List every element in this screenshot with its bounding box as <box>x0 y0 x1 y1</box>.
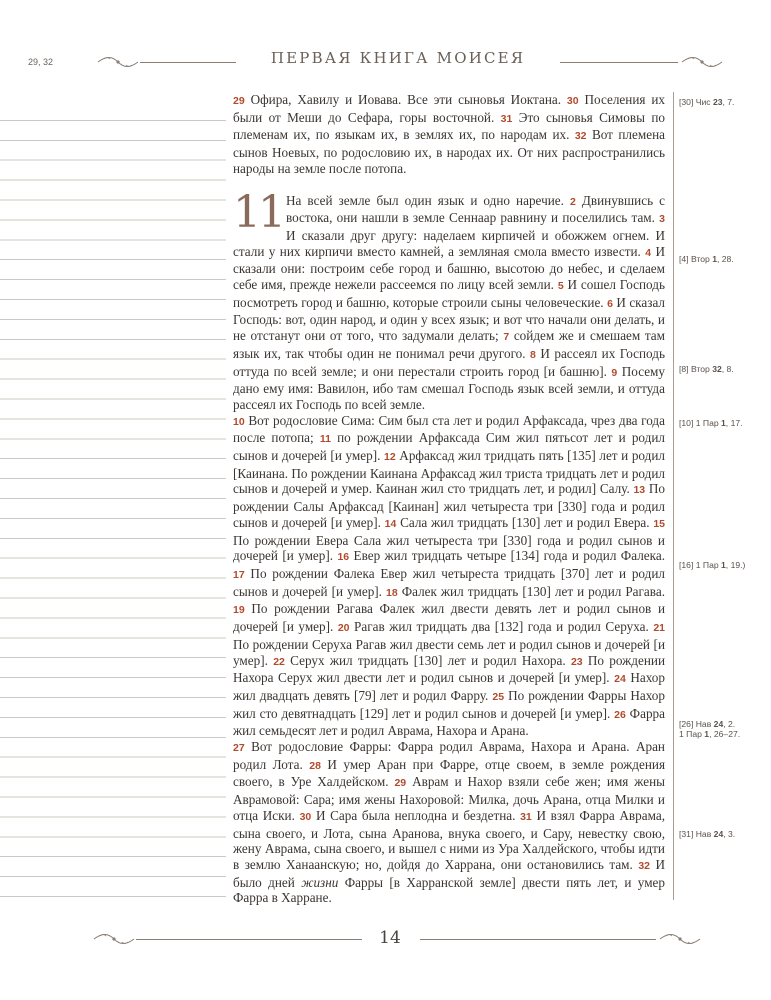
verse-number: 17 <box>233 568 245 581</box>
verse-text: По рождении Фалека Евер жил четыреста тридцать [370] лет и родил сынов и дочерей [и умер]. <box>233 565 665 599</box>
notes-lines <box>0 101 226 900</box>
cross-ref-text: , 19.) <box>725 560 746 570</box>
paragraph-gap <box>233 177 665 193</box>
verse-text: Офира, Хавилу и Иовава. Все эти сыновья Иоктана. <box>244 92 567 107</box>
verse-number: 26 <box>614 708 626 721</box>
cross-ref <box>679 560 769 570</box>
cross-ref-chapter: 23 <box>712 97 723 107</box>
verse-text-italic: жизни <box>301 874 339 890</box>
verse-text: Поселения их были от Меши до Сефара, горы восточной. <box>233 92 665 125</box>
scripture-text <box>233 92 665 906</box>
verse-text: По рождении Нахора Серух жил двести лет и родил сынов и дочерей [и умер]. <box>233 652 665 686</box>
verse-number: 10 <box>233 415 245 428</box>
flourish-ornament-icon <box>680 55 724 69</box>
verse-text: Вот родословие Фарры: Фарра родил Аврама, Нахора и Арана. Аран родил Лота. <box>233 739 665 772</box>
paragraph-chapter-11 <box>233 186 666 413</box>
cross-ref-chapter: 1 <box>721 560 726 570</box>
verse-text: Посему дано ему имя: Вавилон, ибо там смешал Господь язык всей земли, и оттуда рассеял их Господь по всей земле. <box>233 363 666 412</box>
verse-number: 30 <box>566 95 579 107</box>
verse-number: 27 <box>233 742 245 755</box>
cross-ref-chapter: 32 <box>712 364 722 374</box>
cross-ref-line <box>679 719 769 729</box>
verse-text: По рождении Евера Сала жил четыреста три [330] года и родил сынов и дочерей [и умер]. <box>233 532 665 564</box>
verse-number: 21 <box>653 622 665 635</box>
cross-ref-line <box>679 729 769 739</box>
cross-ref-text: , 17. <box>725 418 743 428</box>
paragraph-genealogy-shem <box>233 413 665 739</box>
chapter-number: 11 <box>233 186 283 238</box>
verse-text: Евер жил тридцать четыре [134] года и родил Фалека. <box>349 548 665 564</box>
verse-number: 32 <box>574 130 587 143</box>
verse-text: По рождении Серуха Рагав жил двести семь лет и родил сынов и дочерей [и умер]. <box>233 636 665 668</box>
footer-rule-left <box>136 939 362 940</box>
verse-text: И сказали друг другу: наделаем кирпичей и обожжем огнем. И стали у них кирпичи вместо камней, а земляная смола вместо извести. <box>233 227 665 259</box>
verse-text: И сказал Господь: вот, один народ, и один у всех язык; и вот что начали они делать, и не отстанут они от того, что задумали делать; <box>233 294 665 344</box>
verse-number: 5 <box>557 280 564 293</box>
verse-number: 8 <box>530 348 536 361</box>
paragraph-genesis-10-end <box>233 92 665 177</box>
header-rule-right <box>560 62 678 63</box>
verse-number: 11 <box>319 433 331 446</box>
cross-ref-chapter: 1 <box>704 729 710 739</box>
flourish-ornament-icon <box>92 932 136 946</box>
flourish-ornament-icon <box>96 55 140 69</box>
book-title: ПЕРВАЯ КНИГА МОИСЕЯ <box>270 49 526 67</box>
verse-text: По рождении Салы Арфаксад [Каинан] жил четыреста три [330] года и родил сынов и дочерей [и умер]. <box>233 481 665 530</box>
verse-number: 30 <box>299 810 312 823</box>
verse-number: 3 <box>659 213 665 226</box>
verse-text: Арфаксад жил тридцать пять [135] лет и родил [Каинана. По рождении Каинана Арфаксад жил триста тридцать лет и родил сынов и дочерей и умер. Каинан жил сто тридцать лет, и родил] Салу. <box>233 448 665 497</box>
verse-text: Вот племена сынов Ноевых, по родословию их, в народах их. От них распространились народы на земле после потопа. <box>233 127 665 176</box>
verse-text: И взял Фарра Аврама, сына своего, и Лота, сына Аранова, внука своего, и Сару, невестку свою, жену Аврама, сына своего, и вышел с ними из Ура Халдейского, чтобы идти в землю Ханаанскую; но, дойдя до Харрана, они остановились там. <box>233 807 665 872</box>
verse-text: По рождении Рагава Фалек жил двести девять лет и родил сынов и дочерей [и умер]. <box>233 601 665 635</box>
cross-ref-chapter: 1 <box>712 254 717 264</box>
verse-text: Сала жил тридцать [130] лет и родил Евера. <box>396 514 654 530</box>
cross-ref-text: , 3. <box>723 829 736 839</box>
cross-ref-text: [10] 1 Пар <box>679 418 722 428</box>
cross-ref <box>679 97 769 107</box>
verse-text: И сошел Господь посмотреть город и башню, которые строили сыны человеческие. <box>233 277 665 310</box>
verse-number: 9 <box>611 366 618 379</box>
cross-ref <box>679 719 769 739</box>
verse-text: Это сыновья Симовы по племенам их, по языкам их, в землях их, по народам их. <box>233 109 666 143</box>
verse-text: И рассеял их Господь оттуда по всей земле; и они перестали строить город [и башню]. <box>233 345 665 379</box>
verse-text: И сказали они: построим себе город и башню, высотою до небес, и сделаем себе имя, прежде нежели рассеемся по лицу всей земли. <box>233 243 665 293</box>
footer-rule-right <box>420 939 656 940</box>
cross-ref-chapter: 24 <box>713 829 724 839</box>
cross-ref <box>679 829 769 839</box>
verse-text: И было дней <box>233 856 665 890</box>
verse-number: 2 <box>569 195 576 208</box>
verse-number: 22 <box>273 655 285 668</box>
flourish-ornament-icon <box>658 932 702 946</box>
verse-number: 32 <box>638 859 650 872</box>
verse-number: 23 <box>570 655 583 668</box>
cross-ref <box>679 254 769 264</box>
verse-number: 19 <box>233 604 245 617</box>
cross-ref <box>679 364 769 374</box>
cross-ref-text: , 7. <box>722 97 735 107</box>
verse-number: 20 <box>337 622 350 635</box>
verse-text: На всей земле был один язык и одно наречие. <box>286 192 570 208</box>
verse-text: по рождении Арфаксада Сим жил пятьсот лет и родил сынов и дочерей [и умер]. <box>233 430 665 464</box>
cross-ref-text: [30] Чис <box>679 97 713 107</box>
cross-ref-text: [4] Втор <box>679 254 713 264</box>
verse-number: 12 <box>384 451 396 464</box>
verse-text: Аврам и Нахор взяли себе жен; имя жены Аврамовой: Сара; имя жены Нахоровой: Милка, дочь Арана, отца Милки и отца Иски. <box>233 774 666 823</box>
verse-number: 13 <box>633 484 646 497</box>
cross-ref-text: [26] Нав <box>679 719 714 729</box>
header-rule-left <box>140 62 236 63</box>
verse-text: Двинувшись с востока, они нашли в земле Сеннаар равнину и поселились там. <box>286 192 665 226</box>
running-verse-ref: 29, 32 <box>28 57 54 67</box>
verse-text: И Сара была неплодна и бездетна. <box>311 807 521 823</box>
verse-text: Нахор жил двадцать девять [79] лет и родил Фарру. <box>233 670 665 703</box>
cross-ref <box>679 418 769 428</box>
verse-number: 15 <box>653 517 666 530</box>
cross-ref-text: , 26–27. <box>709 729 741 739</box>
cross-ref-chapter: 24 <box>713 719 724 729</box>
cross-ref-text: [8] Втор <box>679 364 713 374</box>
verse-number: 24 <box>614 673 626 686</box>
cross-ref-text: 1 Пар <box>679 729 705 739</box>
cross-ref-text: [31] Нав <box>679 829 714 839</box>
cross-ref-text: , 28. <box>716 254 734 264</box>
verse-text: Фарры [в Харранской земле] двести пять лет, и умер Фарра в Харране. <box>233 874 665 906</box>
verse-number: 16 <box>337 551 350 564</box>
cross-ref-divider <box>673 92 674 900</box>
page-number: 14 <box>379 928 401 948</box>
cross-ref-chapter: 1 <box>721 418 726 428</box>
verse-number: 7 <box>503 331 510 344</box>
verse-number: 28 <box>309 759 321 772</box>
verse-text: Вот родословие Сима: Сим был ста лет и родил Арфаксада, чрез два года после потопа; <box>233 412 665 446</box>
verse-number: 14 <box>384 517 397 530</box>
verse-number: 25 <box>492 690 505 703</box>
verse-text: Фарра жил семьдесят лет и родил Аврама, Нахора и Арана. <box>233 705 665 739</box>
verse-text: И умер Аран при Фарре, отце своем, в земле рождения своего, в Уре Халдейском. <box>233 756 666 790</box>
verse-text: Серух жил тридцать [130] лет и родил Нахора. <box>284 652 571 668</box>
verse-number: 31 <box>520 810 532 823</box>
verse-text: сойдем же и смешаем там язык их, так чтобы один не понимал речи другого. <box>233 328 665 361</box>
verse-text: Рагав жил тридцать два [132] года и родил Серуха. <box>349 619 654 635</box>
verse-number: 31 <box>500 112 513 125</box>
verse-number: 29 <box>233 95 245 107</box>
verse-number: 4 <box>645 246 652 259</box>
verse-number: 29 <box>394 777 407 790</box>
verse-text: Фалек жил тридцать [130] лет и родил Рагава. <box>397 583 665 599</box>
verse-number: 18 <box>386 586 398 599</box>
cross-ref-text: , 2. <box>723 719 736 729</box>
verse-text: По рождении Фарры Нахор жил сто девятнадцать [129] лет и родил сынов и дочерей [и умер]. <box>233 687 665 721</box>
verse-number: 6 <box>607 297 613 310</box>
cross-ref-text: [16] 1 Пар <box>679 560 722 570</box>
paragraph-genealogy-terah <box>233 739 665 906</box>
cross-ref-text: , 8. <box>721 364 734 374</box>
